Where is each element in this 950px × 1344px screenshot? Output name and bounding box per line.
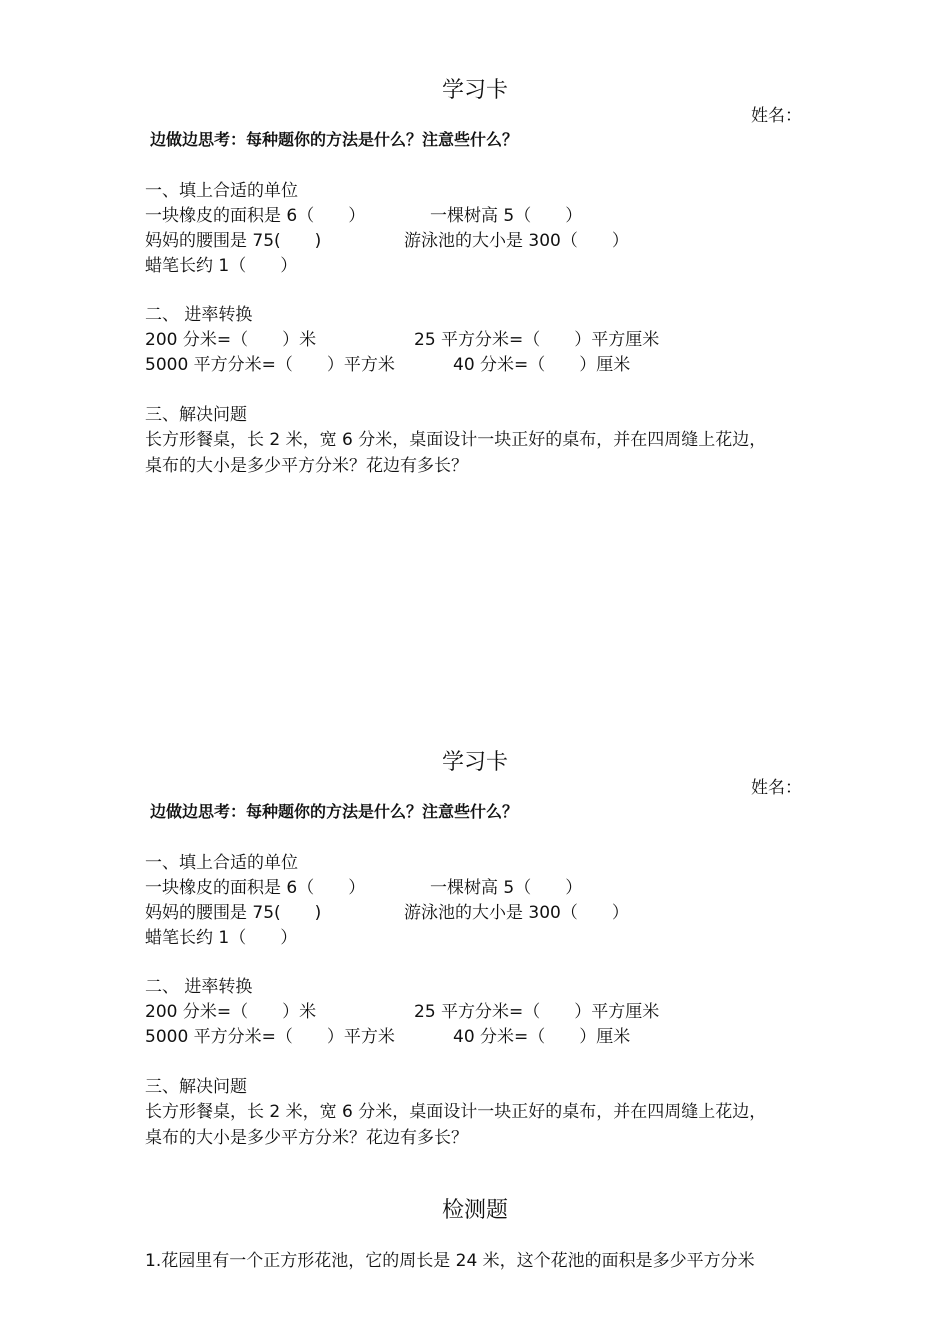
card1-s1-q3: 妈妈的腰围是 75( ) [145, 231, 322, 251]
card2-prompt: 边做边思考：每种题你的方法是什么？注意些什么？ [150, 802, 519, 821]
card1-section3-heading: 三、解决问题 [145, 405, 247, 425]
card1-title: 学习卡 [441, 78, 508, 103]
card2-s1-q2: 一棵树高 5（ ） [430, 878, 583, 898]
card2-s1-q3: 妈妈的腰围是 75( ) [145, 903, 322, 923]
card1-s3-line2: 桌布的大小是多少平方分米？花边有多长？ [145, 456, 468, 476]
card2-s3-line2: 桌布的大小是多少平方分米？花边有多长？ [145, 1128, 468, 1148]
card2-s2-q3: 5000 平方分米=（ ）平方米 [145, 1027, 395, 1047]
card2-s1-q5: 蜡笔长约 1（ ） [145, 928, 298, 948]
card2-section3-heading: 三、解决问题 [145, 1077, 247, 1097]
card2-s3-line1: 长方形餐桌，长 2 米，宽 6 分米，桌面设计一块正好的桌布，并在四周缝上花边， [145, 1102, 767, 1122]
card1-section1-heading: 一、填上合适的单位 [145, 181, 298, 201]
card1-s1-q2: 一棵树高 5（ ） [430, 206, 583, 226]
card2-s1-q1: 一块橡皮的面积是 6（ ） [145, 878, 366, 898]
card2-name-label: 姓名： [751, 778, 802, 798]
card2-section2-heading: 二、 进率转换 [145, 977, 253, 997]
card1-s3-line1: 长方形餐桌，长 2 米，宽 6 分米，桌面设计一块正好的桌布，并在四周缝上花边， [145, 430, 767, 450]
test-title: 检测题 [441, 1198, 508, 1223]
card2-s1-q4: 游泳池的大小是 300（ ） [404, 903, 629, 923]
card2-title: 学习卡 [441, 750, 508, 775]
card1-s2-q3: 5000 平方分米=（ ）平方米 [145, 355, 395, 375]
card2-s2-q1: 200 分米=（ ）米 [145, 1002, 317, 1022]
card1-section2-heading: 二、 进率转换 [145, 305, 253, 325]
test-q1: 1.花园里有一个正方形花池，它的周长是 24 米，这个花池的面积是多少平方分米 [145, 1251, 755, 1271]
card2-s2-q4: 40 分米=（ ）厘米 [453, 1027, 631, 1047]
card1-s2-q4: 40 分米=（ ）厘米 [453, 355, 631, 375]
card1-s2-q1: 200 分米=（ ）米 [145, 330, 317, 350]
card1-name-label: 姓名： [751, 106, 802, 126]
card1-s1-q4: 游泳池的大小是 300（ ） [404, 231, 629, 251]
card1-s2-q2: 25 平方分米=（ ）平方厘米 [414, 330, 660, 350]
card2-s2-q2: 25 平方分米=（ ）平方厘米 [414, 1002, 660, 1022]
card2-section1-heading: 一、填上合适的单位 [145, 853, 298, 873]
card1-prompt: 边做边思考：每种题你的方法是什么？注意些什么？ [150, 130, 519, 149]
card1-s1-q5: 蜡笔长约 1（ ） [145, 256, 298, 276]
card1-s1-q1: 一块橡皮的面积是 6（ ） [145, 206, 366, 226]
